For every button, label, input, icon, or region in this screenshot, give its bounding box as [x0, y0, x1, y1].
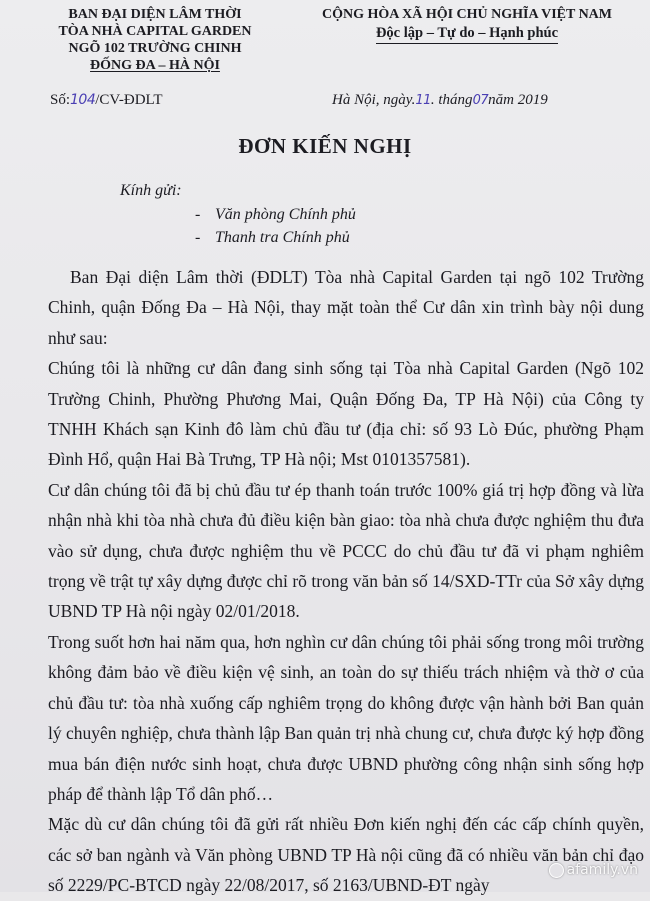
national-title: CỘNG HÒA XÃ HỘI CHỦ NGHĨA VIỆT NAM — [321, 7, 612, 22]
national-header — [292, 6, 642, 44]
date-month: 07 — [472, 93, 489, 108]
paragraph: Trong suốt hơn hai năm qua, hơn nghìn cư dân chúng tôi phải sống trong môi trường không đảm bảo về điều kiện vệ sinh, an toàn do sự thiếu trách nhiệm và thờ ơ của chủ đầu tư: tòa nhà xuống cấp nghiêm trọng do không được vận hành bởi Ban quản lý chuyên nghiệp, chưa thành lập Ban quản trị nhà chung cư, chưa được ký hợp đồng mua bán điện nước sinh hoạt, chưa được UBND phường công nhận sinh sống hợp pháp để thành lập Tổ dân phố… — [48, 631, 644, 804]
greeting: Kính gửi: — [120, 182, 182, 199]
recipient-item — [195, 206, 356, 224]
issuer-line-3: NGÕ 102 TRƯỜNG CHINH — [68, 41, 242, 56]
afamily-logo-icon — [549, 863, 564, 878]
watermark-text: afamily.vn — [566, 862, 638, 878]
ref-prefix: Số: — [50, 92, 71, 108]
date-mid: . tháng — [430, 92, 473, 108]
ref-suffix: /CV-ĐDLT — [95, 92, 163, 108]
document-date — [332, 92, 548, 109]
recipient-label: Văn phòng Chính phủ — [215, 206, 356, 223]
date-prefix: Hà Nội, ngày. — [332, 92, 416, 108]
document-body — [48, 262, 644, 901]
issuer-line-1: BAN ĐẠI DIỆN LÂM THỜI — [68, 7, 242, 22]
paragraph: Ban Đại diện Lâm thời (ĐDLT) Tòa nhà Capital Garden tại ngõ 102 Trường Chinh, quận Đống Đa – Hà Nội, thay mặt toàn thể Cư dân xin trình bày nội dung như sau: — [48, 267, 644, 348]
ref-handwritten-number: 104 — [70, 92, 96, 108]
document-number — [50, 92, 163, 109]
paragraph: Cư dân chúng tôi đã bị chủ đầu tư ép thanh toán trước 100% giá trị hợp đồng và lừa nhận nhà khi tòa nhà chưa đủ điều kiện bàn giao: tòa nhà chưa được nghiệm thu đưa vào sử dụng, chưa được nghiệm thu về PCCC do chủ đầu tư đã vi phạm nghiêm trọng về trật tự xây dựng được chỉ rõ trong văn bản số 14/SXD-TTr của Sở xây dựng UBND TP Hà nội ngày 02/01/2018. — [48, 479, 644, 622]
issuer-line-2: TÒA NHÀ CAPITAL GARDEN — [58, 24, 252, 39]
watermark — [549, 862, 638, 878]
paragraph: Chúng tôi là những cư dân đang sinh sống tại Tòa nhà Capital Garden (Ngõ 102 Trường Chinh, Phường Phương Mai, Quận Đống Đa, TP Hà Nội) của Công ty TNHH Khách sạn Kinh đô làm chủ đầu tư (địa chỉ: số 93 Lò Đúc, phường Phạm Đình Hổ, quận Hai Bà Trưng, TP Hà nội; Mst 0101357581). — [48, 358, 644, 470]
bullet-dash: - — [195, 206, 201, 223]
document-title: ĐƠN KIẾN NGHỊ — [238, 134, 412, 158]
issuer-header — [40, 6, 270, 74]
date-day: 11 — [415, 93, 431, 108]
issuer-line-4: ĐỐNG ĐA – HÀ NỘI — [90, 58, 220, 73]
recipient-item — [195, 229, 350, 247]
bullet-dash: - — [195, 229, 201, 246]
recipient-label: Thanh tra Chính phủ — [215, 229, 350, 246]
national-motto: Độc lập – Tự do – Hạnh phúc — [376, 24, 558, 44]
date-suffix: năm 2019 — [488, 92, 548, 108]
paragraph: Mặc dù cư dân chúng tôi đã gửi rất nhiều Đơn kiến nghị đến các cấp chính quyền, các sở ban ngành và Văn phòng UBND TP Hà nội cũng đã có nhiều văn bản chỉ đạo số 2229/PC-BTCD ngày 22/08/2017, số 2163/UBND-ĐT ngày — [48, 814, 644, 896]
